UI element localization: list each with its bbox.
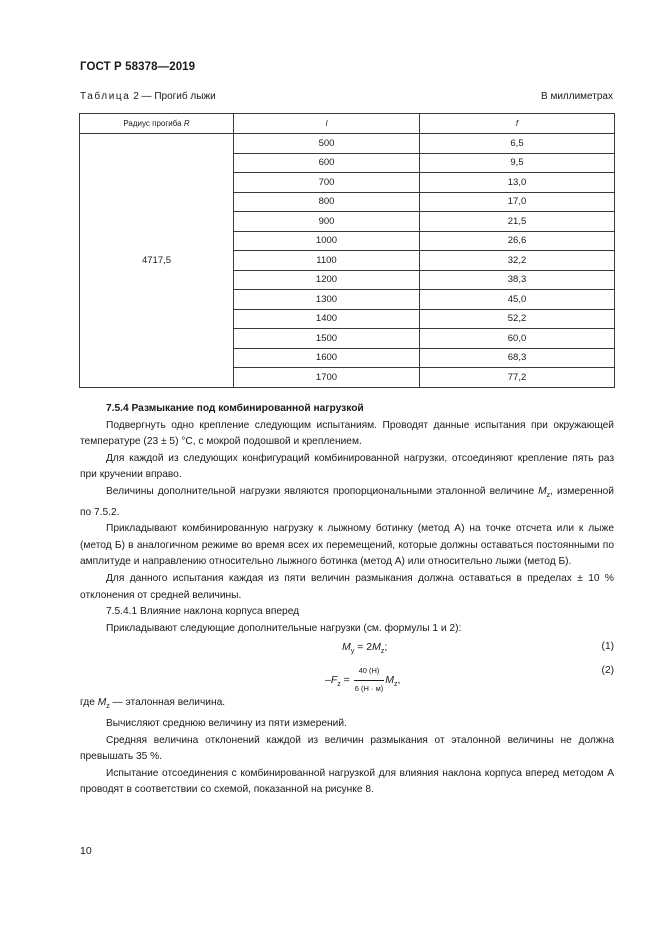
length-cell: 1700 [234, 368, 420, 388]
formula-2-expression [325, 663, 400, 697]
length-cell: 800 [234, 192, 420, 212]
paragraph-3-var: M [538, 485, 547, 497]
where-sub: z [106, 703, 110, 711]
paragraph-9: Испытание отсоединения с комбинированной нагрузкой для влияния наклона корпуса вперед методом А проводят в соответствии со схемой, показанной на рисунке 8. [80, 767, 614, 796]
paragraph-8: Средняя величина отклонений каждой из величин размыкания от эталонной величины не должна превышать 35 %. [80, 734, 614, 763]
deflection-cell: 32,2 [420, 251, 615, 271]
paragraph-1: Подвергнуть одно крепление следующим испытаниям. Проводят данные испытания при окружающей температуре (23 ± 5) °С, с мокрой подошвой и креплением. [80, 419, 614, 448]
section-heading: 7.5.4 Размыкание под комбинированной нагрузкой [106, 403, 364, 414]
formula-2-prefix: – [325, 674, 331, 687]
length-cell: 500 [234, 134, 420, 154]
paragraph-2: Для каждой из следующих конфигураций комбинированной нагрузки, отсоединяют крепление пять раз при кручении вправо. [80, 452, 614, 481]
paragraph-3-text: Величины дополнительной нагрузки являются пропорциональными эталонной величине [106, 485, 539, 497]
where-text-end: — эталонная величина. [109, 697, 226, 709]
length-cell: 1100 [234, 251, 420, 271]
table-units: В миллиметрах [541, 91, 613, 102]
deflection-cell: 68,3 [420, 348, 615, 368]
formula-1-lhs-sub: y [350, 648, 355, 656]
header-deflection [420, 114, 615, 134]
formula-1 [80, 637, 614, 661]
length-cell: 1500 [234, 329, 420, 349]
formula-1-number: (1) [601, 641, 614, 653]
table-caption-title: 2 — Прогиб лыжи [130, 91, 216, 102]
formula-1-lhs: M [342, 641, 351, 654]
length-cell: 1300 [234, 290, 420, 310]
formula-1-rhs: M [372, 641, 381, 654]
formula-1-end: ; [384, 641, 388, 654]
length-cell: 1600 [234, 348, 420, 368]
header-radius-symbol: R [183, 119, 190, 128]
length-cell: 700 [234, 173, 420, 193]
formula-2-lhs: F [330, 674, 338, 687]
header-deflection-symbol: f [515, 119, 519, 128]
header-length-symbol: l [325, 119, 328, 128]
deflection-cell: 38,3 [420, 270, 615, 290]
formula-2-number: (2) [601, 665, 614, 677]
paragraph-5: Для данного испытания каждая из пяти величин размыкания должна оставаться в пределах ± 10 % отклонения от средней величины. [80, 572, 614, 601]
formula-1-eq: = 2 [354, 641, 373, 654]
paragraph-4: Прикладывают комбинированную нагрузку к лыжному ботинку (метод А) на точке отсчета или к лыже (метод Б) в аналогичном режиме во время всех их перемещений, которые должны оставаться постоянными по амплитуде и направлению относительно лыжного ботинка (метод А) или относительно лыжи (метод Б). [80, 523, 614, 568]
table-caption [80, 91, 216, 102]
length-cell: 900 [234, 212, 420, 232]
paragraph-3-sub: z [546, 492, 551, 499]
deflection-cell: 52,2 [420, 309, 615, 329]
table-caption-word: Таблица [80, 91, 131, 102]
table-body [80, 134, 615, 388]
paragraph-7: Вычисляют среднюю величину из пяти измерений. [106, 717, 347, 729]
table-row [80, 134, 615, 154]
deflection-cell: 13,0 [420, 173, 615, 193]
formula-2-rhs: M [385, 674, 394, 687]
paragraph-6: Прикладывают следующие дополнительные нагрузки (см. формулы 1 и 2): [106, 622, 462, 634]
formula-2 [80, 661, 614, 695]
deflection-cell: 21,5 [420, 212, 615, 232]
deflection-cell: 26,6 [420, 231, 615, 251]
page-number: 10 [80, 845, 92, 857]
deflection-cell: 6,5 [420, 134, 615, 154]
radius-cell: 4717,5 [80, 134, 234, 388]
where-line [80, 695, 614, 716]
length-cell: 600 [234, 153, 420, 173]
where-text: где [80, 697, 98, 709]
length-cell: 1400 [234, 309, 420, 329]
formula-1-expression [342, 639, 387, 661]
formula-2-end: , [397, 674, 401, 687]
paragraph-3-text-end: , измеренной по 7.5.2. [80, 485, 614, 518]
formula-1-rhs-sub: z [380, 648, 385, 656]
formula-2-lhs-sub: z [337, 681, 341, 689]
deflection-cell: 9,5 [420, 153, 615, 173]
formula-2-rhs-sub: z [393, 681, 398, 689]
document-header: ГОСТ Р 58378—2019 [80, 61, 196, 73]
table-header-row [80, 114, 615, 134]
length-cell: 1200 [234, 270, 420, 290]
header-length [234, 114, 420, 134]
deflection-table [79, 113, 615, 388]
formula-2-fraction [354, 663, 385, 697]
sub-heading: 7.5.4.1 Влияние наклона корпуса вперед [106, 606, 300, 618]
header-radius-label: Радиус прогиба [123, 119, 184, 128]
section-text [80, 401, 614, 799]
deflection-cell: 60,0 [420, 329, 615, 349]
formula-2-denominator: 6 (Н · м) [354, 683, 384, 693]
deflection-cell: 45,0 [420, 290, 615, 310]
header-radius [80, 114, 234, 134]
formula-2-eq: = [340, 674, 353, 687]
formula-2-numerator: 40 (Н) [354, 663, 385, 681]
length-cell: 1000 [234, 231, 420, 251]
deflection-cell: 77,2 [420, 368, 615, 388]
where-var: M [97, 697, 107, 709]
paragraph-3 [80, 484, 614, 521]
deflection-cell: 17,0 [420, 192, 615, 212]
